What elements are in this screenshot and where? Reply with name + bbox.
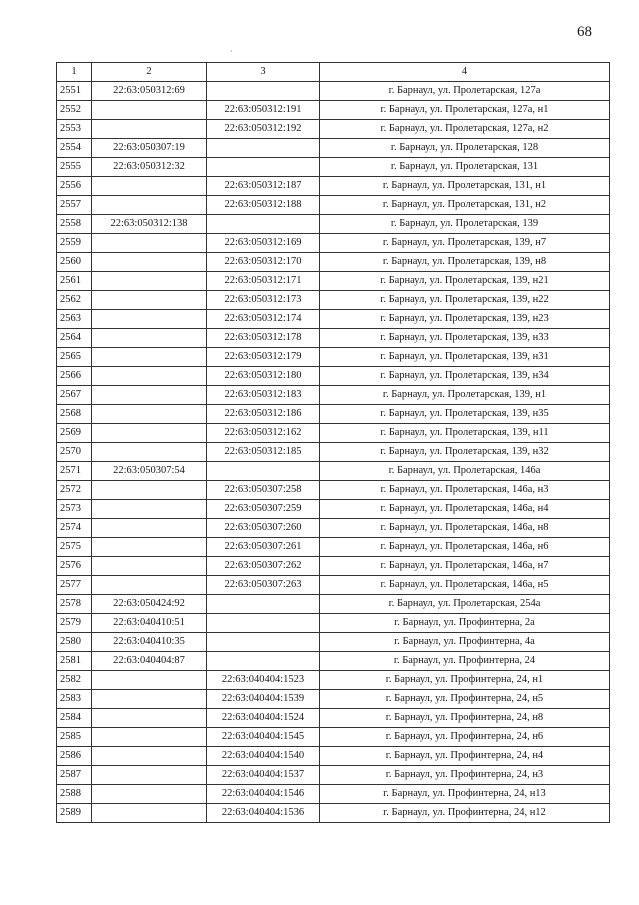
row-number-cell: 2565	[57, 348, 92, 367]
table-row	[57, 82, 610, 101]
row-number-cell: 2574	[57, 519, 92, 538]
table-row	[57, 177, 610, 196]
row-number-cell: 2563	[57, 310, 92, 329]
address-cell: г. Барнаул, ул. Пролетарская, 254а	[320, 595, 610, 614]
table-row	[57, 633, 610, 652]
row-number-cell: 2562	[57, 291, 92, 310]
object-number-cell: 22:63:050312:183	[207, 386, 320, 405]
address-cell: г. Барнаул, ул. Пролетарская, 139, н21	[320, 272, 610, 291]
address-cell: г. Барнаул, ул. Пролетарская, 127а	[320, 82, 610, 101]
table-row	[57, 709, 610, 728]
address-cell: г. Барнаул, ул. Профинтерна, 4а	[320, 633, 610, 652]
parcel-number-cell	[92, 766, 207, 785]
address-cell: г. Барнаул, ул. Пролетарская, 128	[320, 139, 610, 158]
table-row	[57, 139, 610, 158]
address-cell: г. Барнаул, ул. Профинтерна, 2а	[320, 614, 610, 633]
table-row	[57, 614, 610, 633]
object-number-cell: 22:63:050307:260	[207, 519, 320, 538]
object-number-cell: 22:63:050307:261	[207, 538, 320, 557]
parcel-number-cell: 22:63:050307:19	[92, 139, 207, 158]
parcel-number-cell	[92, 519, 207, 538]
table-row	[57, 785, 610, 804]
address-cell: г. Барнаул, ул. Пролетарская, 139, н22	[320, 291, 610, 310]
table-row	[57, 671, 610, 690]
address-cell: г. Барнаул, ул. Профинтерна, 24, н3	[320, 766, 610, 785]
address-cell: г. Барнаул, ул. Пролетарская, 131	[320, 158, 610, 177]
row-number-cell: 2559	[57, 234, 92, 253]
parcel-number-cell	[92, 310, 207, 329]
address-cell: г. Барнаул, ул. Пролетарская, 146а, н3	[320, 481, 610, 500]
parcel-number-cell	[92, 405, 207, 424]
address-cell: г. Барнаул, ул. Пролетарская, 139, н11	[320, 424, 610, 443]
object-number-cell	[207, 595, 320, 614]
table-row	[57, 462, 610, 481]
row-number-cell: 2588	[57, 785, 92, 804]
object-number-cell: 22:63:050312:174	[207, 310, 320, 329]
parcel-number-cell	[92, 120, 207, 139]
table-row	[57, 310, 610, 329]
parcel-number-cell	[92, 747, 207, 766]
row-number-cell: 2587	[57, 766, 92, 785]
object-number-cell: 22:63:050312:186	[207, 405, 320, 424]
row-number-cell: 2554	[57, 139, 92, 158]
parcel-number-cell	[92, 234, 207, 253]
address-cell: г. Барнаул, ул. Пролетарская, 139	[320, 215, 610, 234]
row-number-cell: 2572	[57, 481, 92, 500]
address-cell: г. Барнаул, ул. Пролетарская, 146а, н4	[320, 500, 610, 519]
header-col-1: 1	[57, 63, 92, 82]
table-row	[57, 291, 610, 310]
table-row	[57, 576, 610, 595]
address-cell: г. Барнаул, ул. Профинтерна, 24, н12	[320, 804, 610, 823]
parcel-number-cell	[92, 709, 207, 728]
address-cell: г. Барнаул, ул. Пролетарская, 139, н8	[320, 253, 610, 272]
row-number-cell: 2578	[57, 595, 92, 614]
row-number-cell: 2571	[57, 462, 92, 481]
parcel-number-cell: 22:63:040404:87	[92, 652, 207, 671]
address-cell: г. Барнаул, ул. Пролетарская, 131, н1	[320, 177, 610, 196]
parcel-number-cell	[92, 101, 207, 120]
header-row	[57, 63, 610, 82]
table-row	[57, 215, 610, 234]
table-row	[57, 253, 610, 272]
table-row	[57, 101, 610, 120]
parcel-number-cell	[92, 538, 207, 557]
object-number-cell: 22:63:040404:1536	[207, 804, 320, 823]
object-number-cell: 22:63:050312:179	[207, 348, 320, 367]
address-cell: г. Барнаул, ул. Пролетарская, 146а, н5	[320, 576, 610, 595]
object-number-cell: 22:63:050312:170	[207, 253, 320, 272]
row-number-cell: 2585	[57, 728, 92, 747]
address-cell: г. Барнаул, ул. Пролетарская, 146а, н6	[320, 538, 610, 557]
row-number-cell: 2581	[57, 652, 92, 671]
table-row	[57, 538, 610, 557]
address-cell: г. Барнаул, ул. Пролетарская, 139, н33	[320, 329, 610, 348]
object-number-cell: 22:63:040404:1539	[207, 690, 320, 709]
address-cell: г. Барнаул, ул. Пролетарская, 139, н32	[320, 443, 610, 462]
object-number-cell: 22:63:050312:171	[207, 272, 320, 291]
parcel-number-cell	[92, 348, 207, 367]
row-number-cell: 2577	[57, 576, 92, 595]
row-number-cell: 2564	[57, 329, 92, 348]
parcel-number-cell	[92, 424, 207, 443]
header-col-2: 2	[92, 63, 207, 82]
object-number-cell	[207, 139, 320, 158]
parcel-number-cell	[92, 671, 207, 690]
address-cell: г. Барнаул, ул. Пролетарская, 139, н23	[320, 310, 610, 329]
object-number-cell: 22:63:050312:169	[207, 234, 320, 253]
table-row	[57, 481, 610, 500]
object-number-cell: 22:63:050312:188	[207, 196, 320, 215]
object-number-cell: 22:63:040404:1540	[207, 747, 320, 766]
object-number-cell: 22:63:050312:173	[207, 291, 320, 310]
table-row	[57, 728, 610, 747]
row-number-cell: 2566	[57, 367, 92, 386]
object-number-cell	[207, 215, 320, 234]
row-number-cell: 2558	[57, 215, 92, 234]
address-cell: г. Барнаул, ул. Профинтерна, 24, н1	[320, 671, 610, 690]
object-number-cell	[207, 652, 320, 671]
address-cell: г. Барнаул, ул. Пролетарская, 131, н2	[320, 196, 610, 215]
address-cell: г. Барнаул, ул. Пролетарская, 139, н31	[320, 348, 610, 367]
parcel-number-cell	[92, 576, 207, 595]
parcel-number-cell	[92, 804, 207, 823]
row-number-cell: 2573	[57, 500, 92, 519]
table-row	[57, 804, 610, 823]
address-cell: г. Барнаул, ул. Пролетарская, 139, н35	[320, 405, 610, 424]
table-row	[57, 652, 610, 671]
row-number-cell: 2584	[57, 709, 92, 728]
parcel-number-cell	[92, 253, 207, 272]
row-number-cell: 2569	[57, 424, 92, 443]
row-number-cell: 2576	[57, 557, 92, 576]
table-row	[57, 443, 610, 462]
row-number-cell: 2555	[57, 158, 92, 177]
parcel-number-cell	[92, 196, 207, 215]
parcel-number-cell: 22:63:050312:138	[92, 215, 207, 234]
table-row	[57, 766, 610, 785]
table-row	[57, 557, 610, 576]
table-row	[57, 405, 610, 424]
parcel-number-cell	[92, 481, 207, 500]
address-cell: г. Барнаул, ул. Пролетарская, 139, н1	[320, 386, 610, 405]
object-number-cell: 22:63:040404:1545	[207, 728, 320, 747]
row-number-cell: 2557	[57, 196, 92, 215]
table-row	[57, 234, 610, 253]
parcel-number-cell	[92, 291, 207, 310]
parcel-number-cell	[92, 272, 207, 291]
table-row	[57, 519, 610, 538]
object-number-cell: 22:63:040404:1537	[207, 766, 320, 785]
address-cell: г. Барнаул, ул. Пролетарская, 139, н7	[320, 234, 610, 253]
parcel-number-cell: 22:63:050307:54	[92, 462, 207, 481]
row-number-cell: 2582	[57, 671, 92, 690]
object-number-cell: 22:63:050312:162	[207, 424, 320, 443]
parcel-number-cell	[92, 386, 207, 405]
object-number-cell: 22:63:050307:259	[207, 500, 320, 519]
object-number-cell	[207, 158, 320, 177]
address-cell: г. Барнаул, ул. Профинтерна, 24, н5	[320, 690, 610, 709]
scan-dot: ·	[230, 47, 233, 56]
row-number-cell: 2580	[57, 633, 92, 652]
parcel-number-cell: 22:63:040410:35	[92, 633, 207, 652]
object-number-cell: 22:63:050307:258	[207, 481, 320, 500]
object-number-cell	[207, 462, 320, 481]
parcel-number-cell	[92, 785, 207, 804]
table-body	[57, 82, 610, 823]
table-row	[57, 158, 610, 177]
table-row	[57, 120, 610, 139]
parcel-number-cell	[92, 557, 207, 576]
parcel-number-cell	[92, 367, 207, 386]
address-cell: г. Барнаул, ул. Профинтерна, 24, н4	[320, 747, 610, 766]
table-row	[57, 690, 610, 709]
object-number-cell: 22:63:050312:187	[207, 177, 320, 196]
parcel-number-cell: 22:63:050424:92	[92, 595, 207, 614]
object-number-cell: 22:63:050312:178	[207, 329, 320, 348]
table-row	[57, 196, 610, 215]
address-cell: г. Барнаул, ул. Пролетарская, 146а, н8	[320, 519, 610, 538]
row-number-cell: 2551	[57, 82, 92, 101]
object-number-cell	[207, 82, 320, 101]
object-number-cell: 22:63:050307:263	[207, 576, 320, 595]
table-header	[57, 63, 610, 82]
parcel-number-cell	[92, 177, 207, 196]
row-number-cell: 2570	[57, 443, 92, 462]
address-cell: г. Барнаул, ул. Профинтерна, 24, н13	[320, 785, 610, 804]
row-number-cell: 2553	[57, 120, 92, 139]
table-row	[57, 348, 610, 367]
header-col-4: 4	[320, 63, 610, 82]
parcel-number-cell: 22:63:050312:69	[92, 82, 207, 101]
object-number-cell: 22:63:050312:185	[207, 443, 320, 462]
object-number-cell: 22:63:040404:1523	[207, 671, 320, 690]
parcel-number-cell	[92, 329, 207, 348]
object-number-cell: 22:63:040404:1546	[207, 785, 320, 804]
object-number-cell: 22:63:040404:1524	[207, 709, 320, 728]
page-number: 68	[577, 24, 592, 40]
object-number-cell: 22:63:050312:192	[207, 120, 320, 139]
address-cell: г. Барнаул, ул. Пролетарская, 127а, н1	[320, 101, 610, 120]
table-row	[57, 500, 610, 519]
object-number-cell	[207, 614, 320, 633]
row-number-cell: 2575	[57, 538, 92, 557]
address-cell: г. Барнаул, ул. Пролетарская, 127а, н2	[320, 120, 610, 139]
table-row	[57, 329, 610, 348]
table-row	[57, 386, 610, 405]
table-row	[57, 272, 610, 291]
address-cell: г. Барнаул, ул. Пролетарская, 146а	[320, 462, 610, 481]
row-number-cell: 2586	[57, 747, 92, 766]
registry-table	[56, 62, 610, 823]
object-number-cell	[207, 633, 320, 652]
table-row	[57, 424, 610, 443]
table-row	[57, 367, 610, 386]
address-cell: г. Барнаул, ул. Профинтерна, 24	[320, 652, 610, 671]
table-row	[57, 747, 610, 766]
parcel-number-cell	[92, 443, 207, 462]
row-number-cell: 2589	[57, 804, 92, 823]
address-cell: г. Барнаул, ул. Пролетарская, 146а, н7	[320, 557, 610, 576]
row-number-cell: 2579	[57, 614, 92, 633]
parcel-number-cell	[92, 690, 207, 709]
header-col-3: 3	[207, 63, 320, 82]
address-cell: г. Барнаул, ул. Профинтерна, 24, н8	[320, 709, 610, 728]
row-number-cell: 2567	[57, 386, 92, 405]
row-number-cell: 2561	[57, 272, 92, 291]
parcel-number-cell: 22:63:050312:32	[92, 158, 207, 177]
object-number-cell: 22:63:050312:180	[207, 367, 320, 386]
row-number-cell: 2552	[57, 101, 92, 120]
address-cell: г. Барнаул, ул. Пролетарская, 139, н34	[320, 367, 610, 386]
row-number-cell: 2556	[57, 177, 92, 196]
parcel-number-cell	[92, 500, 207, 519]
row-number-cell: 2583	[57, 690, 92, 709]
table-row	[57, 595, 610, 614]
address-cell: г. Барнаул, ул. Профинтерна, 24, н6	[320, 728, 610, 747]
row-number-cell: 2560	[57, 253, 92, 272]
parcel-number-cell: 22:63:040410:51	[92, 614, 207, 633]
object-number-cell: 22:63:050307:262	[207, 557, 320, 576]
object-number-cell: 22:63:050312:191	[207, 101, 320, 120]
parcel-number-cell	[92, 728, 207, 747]
row-number-cell: 2568	[57, 405, 92, 424]
